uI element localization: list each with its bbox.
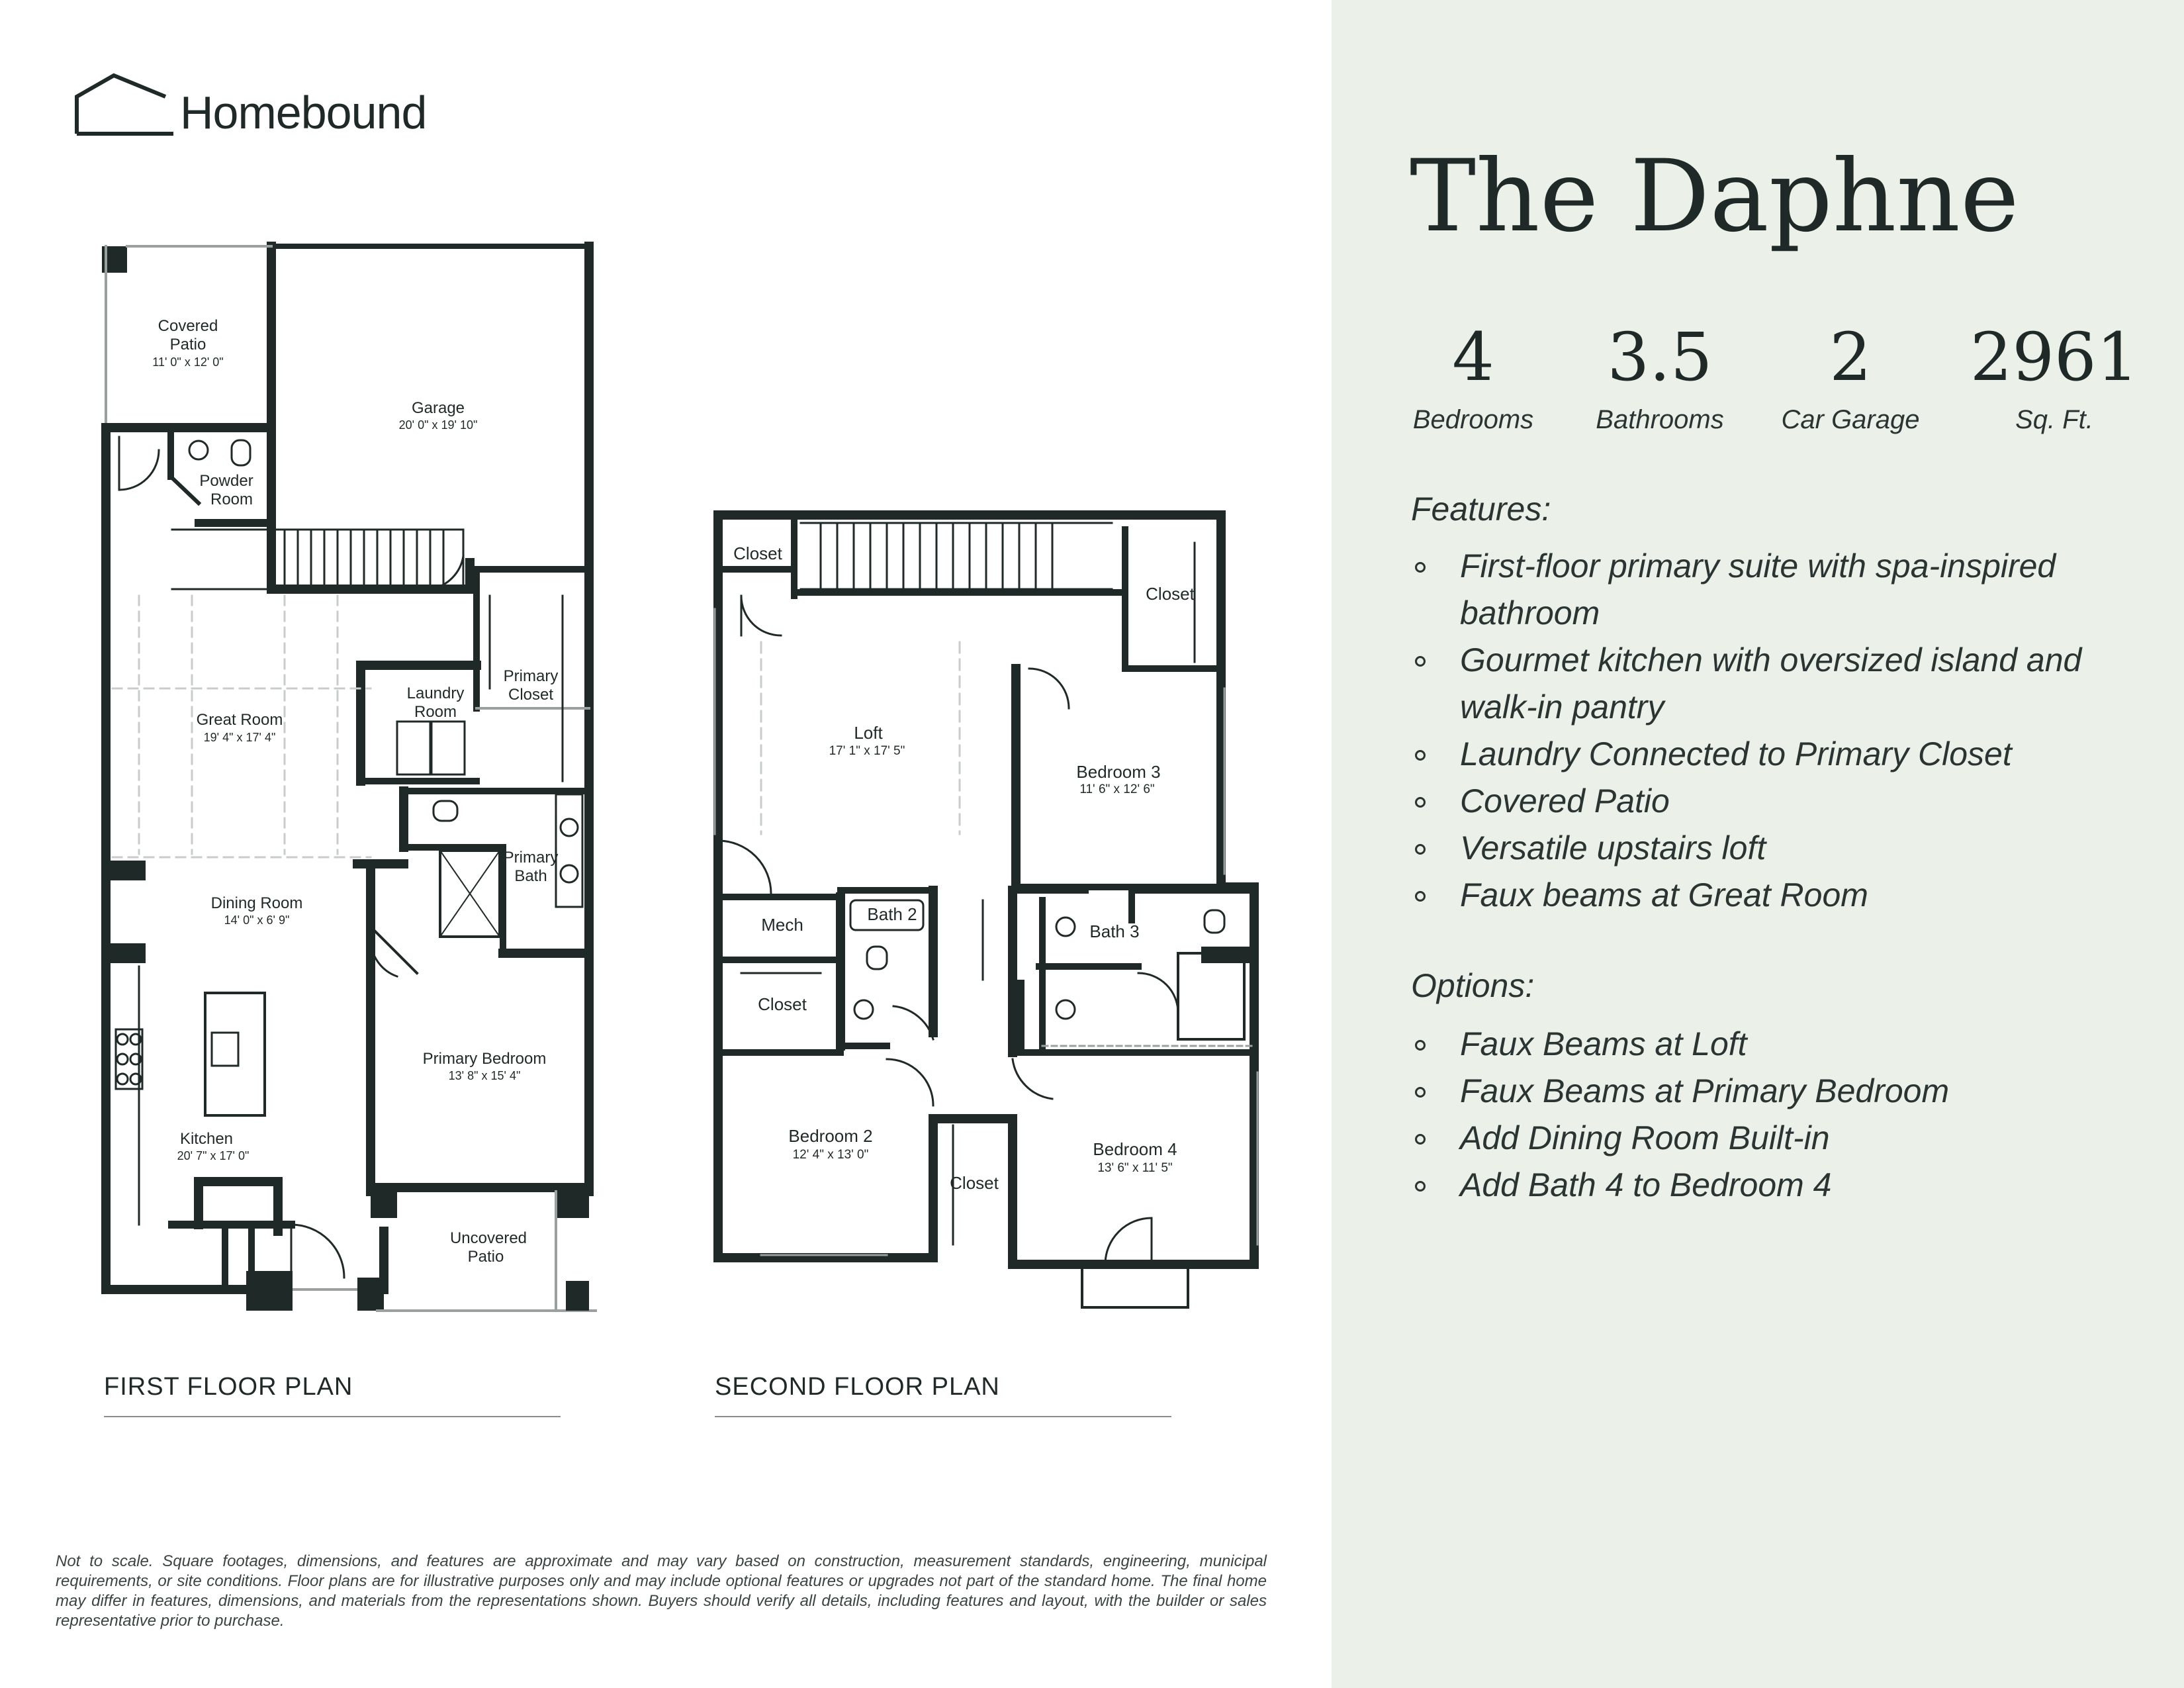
- bedroom-3-label: Bedroom 3: [1076, 762, 1161, 782]
- bullet-icon: [1415, 750, 1426, 761]
- list-item: Laundry Connected to Primary Closet: [1411, 731, 2139, 778]
- list-item: Versatile upstairs loft: [1411, 825, 2139, 872]
- bullet-icon: [1415, 562, 1426, 573]
- bedroom-2-label: Bedroom 2: [788, 1126, 873, 1146]
- first-floor-plan-label: FIRST FLOOR PLAN: [104, 1373, 561, 1417]
- dining-room-dims: 14' 0" x 6' 9": [224, 914, 290, 927]
- dining-room-label: Dining Room: [210, 894, 303, 912]
- closet-label: Closet: [733, 543, 782, 563]
- stat-label: Sq. Ft.: [2015, 405, 2093, 434]
- list-item: First-floor primary suite with spa-inspired bathroom: [1411, 543, 2139, 637]
- laundry-room-label-2: Room: [414, 703, 457, 721]
- great-room-dims: 19' 4" x 17' 4": [203, 731, 276, 744]
- bullet-icon: [1415, 1181, 1426, 1192]
- list-item: Faux Beams at Primary Bedroom: [1411, 1068, 2139, 1115]
- home-stats: [1403, 318, 2144, 450]
- covered-patio-dims: 11' 0" x 12' 0": [152, 355, 224, 369]
- mech-label: Mech: [761, 915, 803, 935]
- great-room-label: Great Room: [196, 711, 283, 729]
- stat-value: 3.5: [1607, 318, 1713, 396]
- primary-bedroom-dims: 13' 8" x 15' 4": [448, 1069, 521, 1082]
- disclaimer: Not to scale. Square footages, dimensions, and features are approximate and may vary based on construction, measurement standards, engineering, municipal requirements, or site conditions. Floor plans are for illustrative purposes only and may include optional features or upgrades not part of the standard home. The final home may differ in features, dimensions, and materials from the representations shown. Buyers should verify all details, including features and layout, with the builder or sales representative prior to purchase.: [56, 1552, 1267, 1630]
- list-item: Faux Beams at Loft: [1411, 1021, 2139, 1068]
- bullet-icon: [1415, 1134, 1426, 1145]
- stat-garage: [1764, 318, 1936, 435]
- covered-patio-label-2: Patio: [169, 336, 206, 353]
- stat-label: Bedrooms: [1412, 405, 1534, 434]
- closet-label: Closet: [758, 994, 807, 1014]
- loft-label: Loft: [854, 723, 883, 743]
- bullet-icon: [1415, 1040, 1426, 1051]
- bedroom-4-label: Bedroom 4: [1093, 1139, 1177, 1159]
- bedroom-2-dims: 12' 4" x 13' 0": [792, 1148, 869, 1162]
- stat-square-feet: [1968, 318, 2140, 435]
- stat-value: 2961: [1970, 318, 2139, 396]
- stat-bedrooms: [1387, 318, 1559, 435]
- garage-dims: 20' 0" x 19' 10": [398, 418, 478, 432]
- bullet-icon: [1415, 1087, 1426, 1098]
- list-item: Covered Patio: [1411, 778, 2139, 825]
- primary-bath-label: Primary: [503, 849, 559, 867]
- bullet-icon: [1415, 844, 1426, 855]
- home-title: The Daphne: [1410, 139, 2019, 254]
- stat-label: Bathrooms: [1596, 405, 1724, 434]
- brand-name: Homebound: [180, 87, 427, 138]
- bedroom-3-dims: 11' 6" x 12' 6": [1079, 782, 1155, 796]
- primary-bedroom-label: Primary Bedroom: [422, 1050, 547, 1068]
- options-list: [1411, 1021, 2139, 1209]
- bullet-icon: [1415, 656, 1426, 667]
- uncovered-patio-label-2: Patio: [467, 1248, 504, 1266]
- bath-2-label: Bath 2: [867, 904, 917, 924]
- bullet-icon: [1415, 891, 1426, 902]
- features-list: [1411, 543, 2139, 919]
- bath-3-label: Bath 3: [1089, 921, 1140, 941]
- second-floor-plan-label: SECOND FLOOR PLAN: [715, 1373, 1171, 1417]
- bullet-icon: [1415, 797, 1426, 808]
- primary-closet-label-2: Closet: [508, 686, 554, 704]
- powder-room-label-2: Room: [210, 491, 253, 508]
- second-floor-plan: [0, 0, 1324, 1357]
- list-item: Gourmet kitchen with oversized island and walk-in pantry: [1411, 637, 2139, 731]
- stat-value: 4: [1452, 318, 1494, 396]
- features-heading: Features:: [1411, 491, 1551, 528]
- covered-patio-label: Covered: [158, 317, 218, 335]
- primary-closet-label: Primary: [503, 667, 559, 685]
- kitchen-dims: 20' 7" x 17' 0": [177, 1149, 250, 1162]
- stat-value: 2: [1829, 318, 1872, 396]
- kitchen-label: Kitchen: [179, 1130, 234, 1148]
- bedroom-4-dims: 13' 6" x 11' 5": [1097, 1161, 1173, 1175]
- powder-room-label: Powder: [199, 472, 253, 490]
- options-heading: Options:: [1411, 967, 1535, 1004]
- closet-label: Closet: [950, 1173, 999, 1193]
- list-item: Faux beams at Great Room: [1411, 872, 2139, 919]
- closet-label: Closet: [1146, 584, 1195, 604]
- laundry-room-label: Laundry: [406, 684, 465, 702]
- uncovered-patio-label: Uncovered: [449, 1229, 527, 1247]
- list-item: Add Dining Room Built-in: [1411, 1115, 2139, 1162]
- stat-label: Car Garage: [1781, 405, 1920, 434]
- list-item: Add Bath 4 to Bedroom 4: [1411, 1162, 2139, 1209]
- loft-dims: 17' 1" x 17' 5": [829, 744, 905, 758]
- garage-label: Garage: [411, 399, 465, 417]
- stat-bathrooms: [1574, 318, 1746, 435]
- primary-bath-label-2: Bath: [514, 867, 547, 885]
